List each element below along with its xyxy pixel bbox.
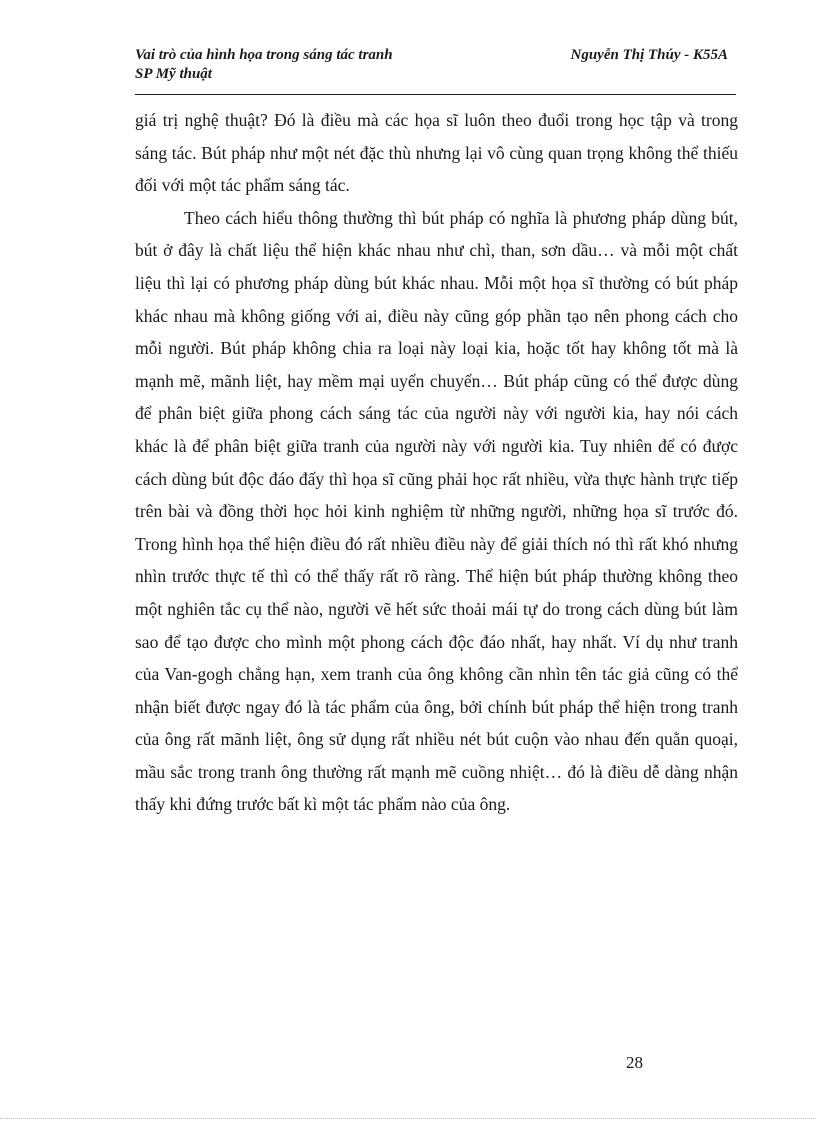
footer-divider: [0, 1118, 816, 1119]
page-number: 28: [626, 1053, 643, 1072]
header-title-line-2: SP Mỹ thuật: [135, 66, 212, 82]
header-author: Nguyễn Thị Thúy - K55A: [570, 47, 728, 63]
header-title-line-1: Vai trò của hình họa trong sáng tác tranh: [135, 47, 393, 63]
body-text: [135, 104, 738, 821]
page-header: [135, 46, 736, 95]
paragraph-1: giá trị nghệ thuật? Đó là điều mà các họa sĩ luôn theo đuổi trong học tập và trong sáng tác. Bút pháp như một nét đặc thù nhưng lại vô cùng quan trọng không thể thiếu đối với một tác phẩm sáng tác.: [135, 110, 738, 196]
header-title: [135, 46, 393, 84]
paragraph-2: Theo cách hiểu thông thường thì bút pháp có nghĩa là phương pháp dùng bút, bút ở đây là chất liệu thể hiện khác nhau như chì, than, sơn dầu… và mỗi một chất liệu thì lại có phương pháp dùng bút khác nhau. Mỗi một họa sĩ thường có bút pháp khác nhau mà không giống với ai, điều này cũng góp phần tạo nên phong cách cho mỗi người. Bút pháp không chia ra loại này loại kia, hoặc tốt hay không tốt mà là mạnh mẽ, mãnh liệt, hay mềm mại uyển chuyển… Bút pháp cũng có thể được dùng để phân biệt giữa phong cách sáng tác của người này với người kia, hay nói cách khác là để phân biệt giữa tranh của người này với người kia. Tuy nhiên để có được cách dùng bút độc đáo đấy thì họa sĩ cũng phải học rất nhiều, vừa thực hành trực tiếp trên bài và đồng thời học hỏi kinh nghiệm từ những người, những họa sĩ trước đó. Trong hình họa thể hiện điều đó rất nhiều điều này để giải thích nó thì rất khó nhưng nhìn trước thực tế thì có thể thấy rất rõ ràng. Thể hiện bút pháp thường không theo một nghiên tắc cụ thể nào, người vẽ hết sức thoải mái tự do trong cách dùng bút làm sao để tạo được cho mình một phong cách độc đáo nhất, hay nhất. Ví dụ như tranh của Van-gogh chẳng hạn, xem tranh của ông không cần nhìn tên tác giả cũng có thể nhận biết được ngay đó là tác phẩm của ông, bởi chính bút pháp thể hiện trong tranh của ông rất mãnh liệt, ông sử dụng rất nhiều nét bút cuộn vào nhau đến quằn quoại, mầu sắc trong tranh ông thường rất mạnh mẽ cuồng nhiệt… đó là điều dễ dàng nhận thấy khi đứng trước bất kì một tác phẩm nào của ông.: [135, 207, 738, 815]
